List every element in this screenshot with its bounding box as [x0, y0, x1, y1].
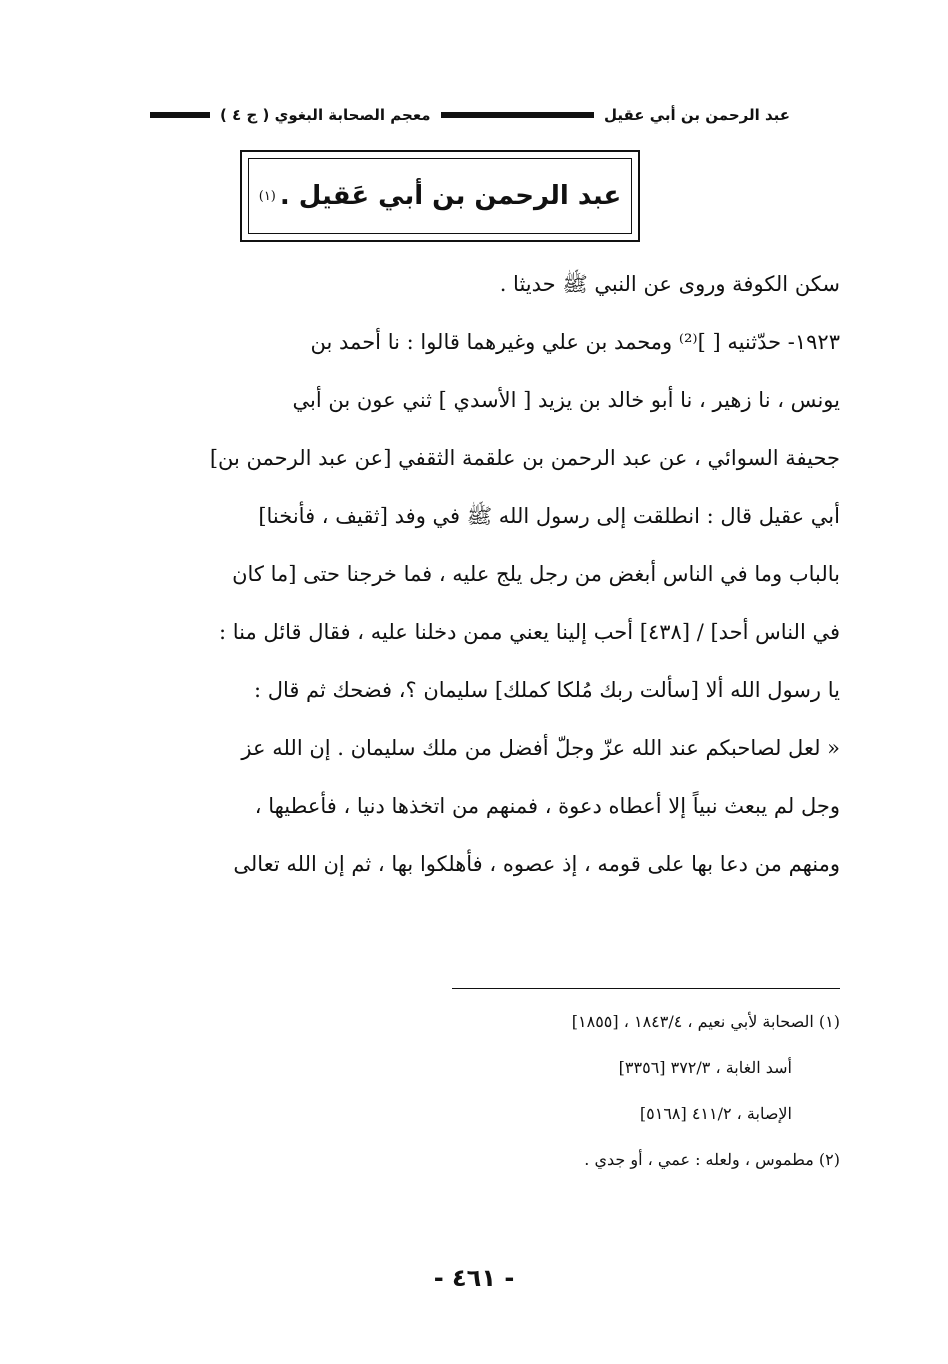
footnote-separator: [452, 988, 840, 989]
body-line: يا رسول الله ألا [سألت ربك مُلكا كملك] سليمان ؟، فضحك ثم قال :: [253, 678, 840, 702]
title-frame-inner: [248, 158, 632, 234]
body-line: ومنهم من دعا بها على قومه ، إذ عصوه ، فأهلكوا بها ، ثم إن الله تعالى: [233, 852, 840, 876]
body-line: أبي عقيل قال : انطلقت إلى رسول الله ﷺ في وفد [ثقيف ، فأنخنا]: [258, 504, 840, 528]
entry-title: عبد الرحمن بن أبي عَقيل .: [279, 181, 622, 211]
footnote-line: (٢) مطموس ، ولعله : عمي ، أو جدي .: [584, 1150, 840, 1169]
page-number: - ٤٦١ -: [433, 1264, 515, 1292]
body-line: « لعل لصاحبكم عند الله عزّ وجلّ أفضل من ملك سليمان . إن الله عز: [241, 736, 840, 760]
body-line: يونس ، نا زهير ، نا أبو خالد بن يزيد [ الأسدي ] ثني عون بن أبي: [292, 388, 840, 412]
footnote-line: أسد الغابة ، ٣٧٢/٣ [٣٣٥٦]: [618, 1058, 792, 1077]
running-head: [150, 100, 790, 130]
footnotes: [440, 1010, 840, 1194]
title-frame: [240, 150, 640, 242]
running-head-right: عبد الرحمن بن أبي عقيل: [603, 106, 790, 124]
body-line: في الناس أحد] / [٤٣٨] أحب إلينا يعني ممن دخلنا عليه ، فقال قائل منا :: [219, 620, 840, 644]
footnote-line: الإصابة ، ٤١١/٢ [٥١٦٨]: [639, 1104, 792, 1123]
footnote-line: (١) الصحابة لأبي نعيم ، ١٨٤٣/٤ ، [١٨٥٥]: [571, 1012, 840, 1031]
body-text: [140, 262, 840, 900]
body-line: بالباب وما في الناس أبغض من رجل يلج عليه ، فما خرجنا حتى [ما كان: [232, 562, 840, 586]
title-footnote-ref: (١): [258, 188, 276, 204]
header-rule: [441, 112, 594, 118]
body-line: وجل لم يبعث نبياً إلا أعطاه دعوة ، فمنهم من اتخذها دنيا ، فأعطيها ،: [254, 794, 840, 818]
running-head-left: معجم الصحابة البغوي ( ج ٤ ): [220, 106, 431, 124]
body-line: ١٩٢٣- حدّثنيه [ ]⁽²⁾ ومحمد بن علي وغيرهما قالوا : نا أحمد بن: [310, 330, 840, 354]
body-line: سكن الكوفة وروى عن النبي ﷺ حديثا .: [499, 272, 840, 296]
header-rule-end: [150, 112, 210, 118]
body-line: جحيفة السوائي ، عن عبد الرحمن بن علقمة الثقفي [عن عبد الرحمن بن]: [209, 446, 840, 470]
